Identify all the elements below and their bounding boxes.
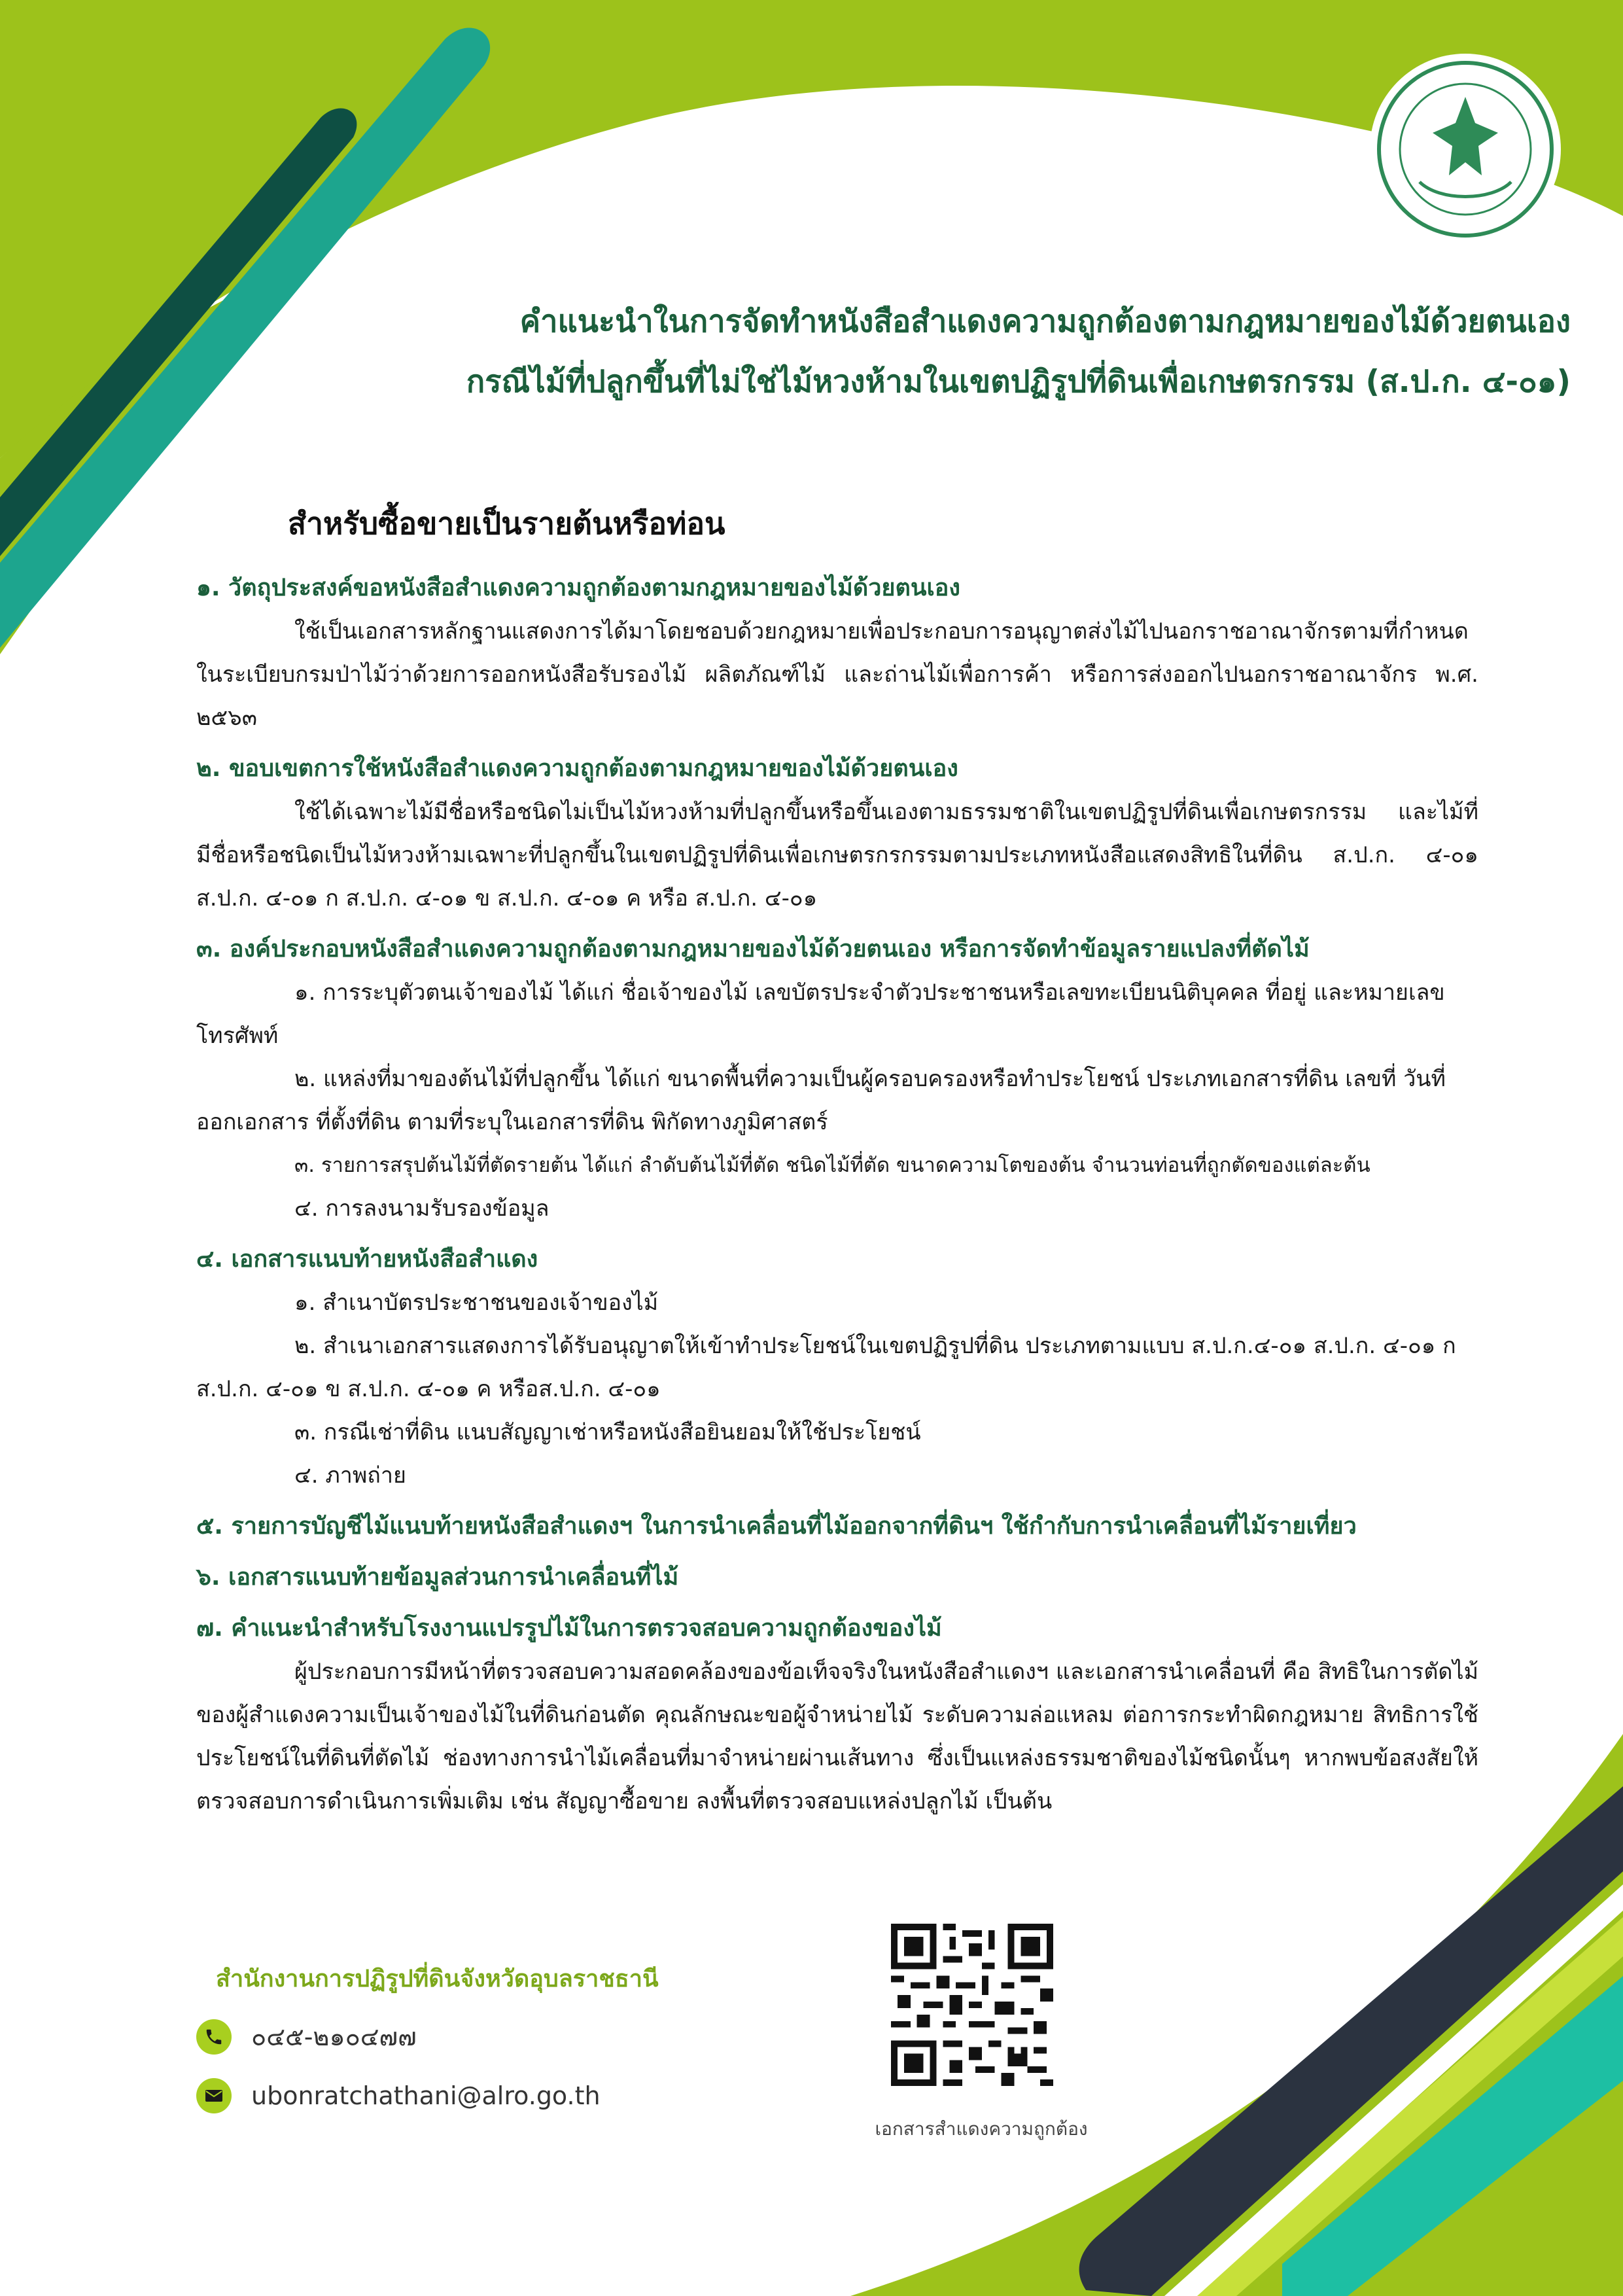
section-paragraph: ใช้ได้เฉพาะไม้มีชื่อหรือชนิดไม่เป็นไม้หวงห้ามที่ปลูกขึ้นหรือขึ้นเองตามธรรมชาติในเขตปฏิรูปที่ดินเพื่อเกษตรกรรม และไม้ที่มีชื่อหรือชนิดเป็นไม้หวงห้ามเฉพาะที่ปลูกขึ้นในเขตปฏิรูปที่ดินเพื่อเกษตรกรกรรมตามประเภทหนังสือแสดงสิทธิในที่ดิน ส.ป.ก. ๔-๐๑ ส.ป.ก. ๔-๐๑ ก ส.ป.ก. ๔-๐๑ ข ส.ป.ก. ๔-๐๑ ค หรือ ส.ป.ก. ๔-๐๑ [196, 799, 1478, 911]
subheading: สำหรับซื้อขายเป็นรายต้นหรือท่อน [288, 506, 725, 541]
section-paragraph: ใช้เป็นเอกสารหลักฐานแสดงการได้มาโดยชอบด้วยกฎหมายเพื่อประกอบการอนุญาตส่งไม้ไปนอกราชอาณาจักรตามที่กำหนดในระเบียบกรมป่าไม้ว่าด้วยการออกหนังสือรับรองไม้ ผลิตภัณฑ์ไม้ และถ่านไม้เพื่อการค้า หรือการส่งออกไปนอกราชอาณาจักร พ.ศ. ๒๕๖๓ [196, 618, 1478, 731]
section-2 [196, 747, 1478, 920]
email-address: ubonratchathani@alro.go.th [251, 2081, 601, 2110]
document-title [262, 292, 1571, 412]
section-paragraph: ผู้ประกอบการมีหน้าที่ตรวจสอบความสอดคล้องของข้อเท็จจริงในหนังสือสำแดงฯ และเอกสารนำเคลื่อนที่ คือ สิทธิในการตัดไม้ของผู้สำแดงความเป็นเจ้าของไม้ในที่ดินก่อนตัด คุณลักษณะขอผู้จำหน่ายไม้ ระดับความล่อแหลม ต่อการกระทำผิดกฎหมาย สิทธิการใช้ประโยชน์ในที่ดินที่ตัดไม้ ช่องทางการนำไม้เคลื่อนที่มาจำหน่ายผ่านเส้นทาง ซึ่งเป็นแหล่งธรรมชาติของไม้ชนิดนั้นๆ หากพบข้อสงสัยให้ตรวจสอบการดำเนินการเพิ่มเติม เช่น สัญญาซื้อขาย ลงพื้นที่ตรวจสอบแหล่งปลูกไม้ เป็นต้น [196, 1659, 1478, 1814]
list-item: ๓. กรณีเช่าที่ดิน แนบสัญญาเช่าหรือหนังสือยินยอมให้ใช้ประโยชน์ [294, 1419, 921, 1445]
title-line-1: คำแนะนำในการจัดทำหนังสือสำแดงความถูกต้องตามกฎหมายของไม้ด้วยตนเอง [519, 304, 1571, 340]
section-4 [196, 1238, 1478, 1497]
section-3 [196, 928, 1478, 1230]
section-title: ๔. เอกสารแนบท้ายหนังสือสำแดง [196, 1246, 538, 1273]
section-title: ๑. วัตถุประสงค์ขอหนังสือสำแดงความถูกต้องตามกฎหมายของไม้ด้วยตนเอง [196, 574, 960, 601]
section-6 [196, 1556, 1478, 1599]
phone-number: ๐๔๕-๒๑๐๔๗๗ [251, 2022, 417, 2051]
phone-icon [196, 2019, 232, 2055]
list-item: ๑. สำเนาบัตรประชาชนของเจ้าของไม้ [294, 1290, 659, 1316]
main-content [196, 497, 1478, 1823]
list-item: ๔. ภาพถ่าย [294, 1462, 406, 1489]
envelope-icon [196, 2078, 232, 2113]
section-title: ๒. ขอบเขตการใช้หนังสือสำแดงความถูกต้องตามกฎหมายของไม้ด้วยตนเอง [196, 755, 958, 782]
title-line-2: กรณีไม้ที่ปลูกขึ้นที่ไม่ใช่ไม้หวงห้ามในเขตปฏิรูปที่ดินเพื่อเกษตรกรรม (ส.ป.ก. ๔-๐๑) [466, 364, 1571, 400]
list-item: ๒. สำเนาเอกสารแสดงการได้รับอนุญาตให้เข้าทำประโยชน์ในเขตปฏิรูปที่ดิน ประเภทตามแบบ ส.ป.ก.๔-๐๑ ส.ป.ก. ๔-๐๑ ก ส.ป.ก. ๔-๐๑ ข ส.ป.ก. ๔-๐๑ ค หรือส.ป.ก. ๔-๐๑ [196, 1333, 1456, 1402]
section-7 [196, 1607, 1478, 1823]
qr-label: เอกสารสำแดงความถูกต้อง [875, 2118, 1088, 2140]
section-title: ๕. รายการบัญชีไม้แนบท้ายหนังสือสำแดงฯ ในการนำเคลื่อนที่ไม้ออกจากที่ดินฯ ใช้กำกับการนำเคลื่อนที่ไม้รายเที่ยว [196, 1513, 1357, 1540]
section-title: ๓. องค์ประกอบหนังสือสำแดงความถูกต้องตามกฎหมายของไม้ด้วยตนเอง หรือการจัดทำข้อมูลรายแปลงที่ตัดไม้ [196, 936, 1310, 963]
list-item: ๒. แหล่งที่มาของต้นไม้ที่ปลูกขึ้น ได้แก่ ขนาดพื้นที่ความเป็นผู้ครอบครองหรือทำประโยชน์ ประเภทเอกสารที่ดิน เลขที่ วันที่ออกเอกสาร ที่ตั้งที่ดิน ตามที่ระบุในเอกสารที่ดิน พิกัดทางภูมิศาสตร์ [196, 1066, 1446, 1135]
office-name: สำนักงานการปฏิรูปที่ดินจังหวัดอุบลราชธานี [216, 1966, 659, 1992]
alro-seal-logo [1367, 51, 1563, 247]
email-contact [196, 2078, 601, 2113]
list-item: ๑. การระบุตัวตนเจ้าของไม้ ได้แก่ ชื่อเจ้าของไม้ เลขบัตรประจำตัวประชาชนหรือเลขทะเบียนนิติบุคคล ที่อยู่ และหมายเลขโทรศัพท์ [196, 980, 1445, 1049]
section-5 [196, 1505, 1478, 1548]
phone-contact [196, 2017, 417, 2057]
section-title: ๖. เอกสารแนบท้ายข้อมูลส่วนการนำเคลื่อนที่ไม้ [196, 1564, 679, 1591]
list-item: ๓. รายการสรุปต้นไม้ที่ตัดรายต้น ได้แก่ ลำดับต้นไม้ที่ตัด ชนิดไม้ที่ตัด ขนาดความโตของต้น จำนวนท่อนที่ถูกตัดของแต่ละต้น [294, 1154, 1370, 1177]
section-title: ๗. คำแนะนำสำหรับโรงงานแปรรูปไม้ในการตรวจสอบความถูกต้องของไม้ [196, 1615, 942, 1642]
list-item: ๔. การลงนามรับรองข้อมูล [294, 1195, 550, 1222]
section-1 [196, 567, 1478, 739]
qr-code[interactable] [891, 1924, 1053, 2086]
